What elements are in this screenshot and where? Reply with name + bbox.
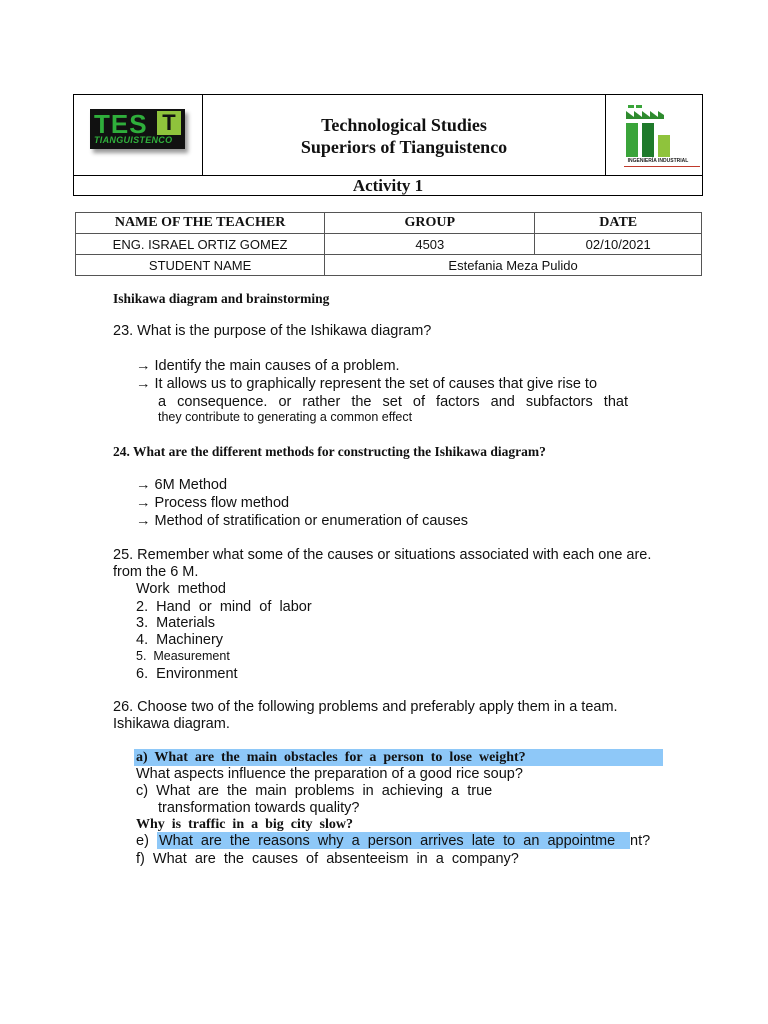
teacher-name: ENG. ISRAEL ORTIZ GOMEZ: [76, 234, 325, 255]
option-d: Why is traffic in a big city slow?: [136, 817, 353, 832]
document-title-line2: Superiors of Tianguistenco: [300, 137, 508, 157]
logo-underline: [624, 166, 700, 167]
answer-23-2-continued: a consequence. or rather the set of factors and subfactors that: [158, 394, 628, 410]
list-item: 6. Environment: [136, 666, 238, 682]
date-value: 02/10/2021: [535, 234, 702, 255]
option-e-prefix: e): [136, 833, 149, 849]
logo-subtitle: TIANGUISTENCO: [94, 135, 173, 145]
header-group: GROUP: [325, 213, 535, 234]
school-logo-cell: [74, 95, 203, 175]
logo-t-box: T: [157, 111, 181, 135]
list-item: 3. Materials: [136, 615, 215, 631]
section-title: Ishikawa diagram and brainstorming: [113, 291, 330, 306]
answer-24-3: → Method of stratification or enumeration of causes: [136, 513, 469, 529]
activity-bar: [73, 176, 703, 196]
answer-24-1: → 6M Method: [136, 477, 228, 493]
list-item: Work method: [136, 581, 226, 597]
list-item: 4. Machinery: [136, 632, 224, 648]
option-f: f) What are the causes of absenteeism in a company?: [136, 851, 519, 867]
list-item: 2. Hand or mind of labor: [136, 599, 312, 615]
industrial-engineering-label: INGENIERÍA INDUSTRIAL: [627, 158, 689, 164]
question-25-line1: 25. Remember what some of the causes or situations associated with each one are.: [113, 547, 652, 563]
student-label: STUDENT NAME: [76, 255, 325, 276]
document-title-line1: Technological Studies: [321, 115, 487, 135]
option-e-highlighted: What are the reasons why a person arrives late to an appointme: [159, 833, 616, 849]
answer-23-2: → It allows us to graphically represent the set of causes that give rise to: [136, 376, 598, 392]
title-cell: [202, 95, 606, 175]
header-date: DATE: [535, 213, 702, 234]
answer-23-1: → Identify the main causes of a problem.: [136, 358, 400, 374]
test-logo: [90, 109, 185, 149]
table-row: [76, 255, 702, 276]
factory-icon: [624, 105, 674, 157]
option-e-suffix: nt?: [630, 833, 651, 849]
student-name: Estefania Meza Pulido: [325, 255, 702, 276]
header-teacher: NAME OF THE TEACHER: [76, 213, 325, 234]
option-c-line1: c) What are the main problems in achieving a true: [136, 783, 493, 799]
group-value: 4503: [325, 234, 535, 255]
document-header: [73, 94, 703, 176]
option-b: What aspects influence the preparation of a good rice soup?: [136, 766, 523, 782]
industrial-engineering-logo-cell: [605, 95, 702, 175]
question-23: 23. What is the purpose of the Ishikawa diagram?: [113, 323, 432, 339]
answer-23-2-small: they contribute to generating a common effect: [158, 410, 413, 424]
question-25-line2: from the 6 M.: [113, 564, 199, 580]
list-item: 5. Measurement: [136, 649, 230, 663]
activity-title: Activity 1: [352, 176, 424, 195]
question-26-line2: Ishikawa diagram.: [113, 716, 230, 732]
option-a: a) What are the main obstacles for a person to lose weight?: [136, 750, 526, 765]
logo-main-text: TES: [94, 109, 148, 139]
answer-24-2: → Process flow method: [136, 495, 290, 511]
option-c-line2: transformation towards quality?: [158, 800, 360, 816]
table-header-row: [76, 213, 702, 234]
question-24: 24. What are the different methods for constructing the Ishikawa diagram?: [113, 444, 546, 459]
info-table: [75, 212, 702, 276]
table-row: [76, 234, 702, 255]
question-26-line1: 26. Choose two of the following problems and preferably apply them in a team.: [113, 699, 618, 715]
